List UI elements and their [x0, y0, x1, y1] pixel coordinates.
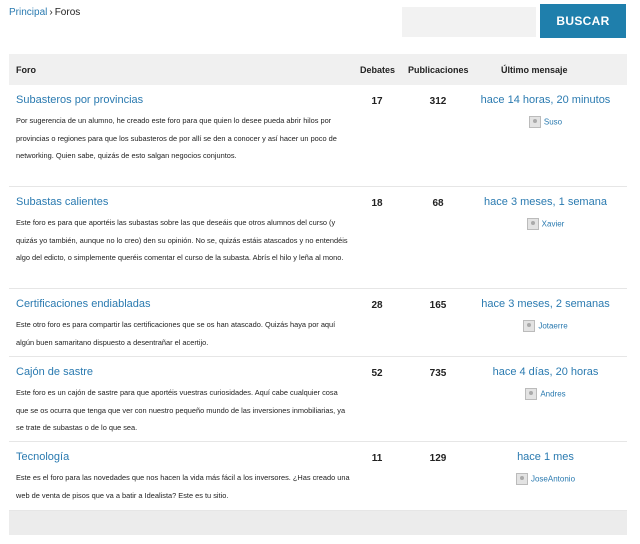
breadcrumb-separator: › [49, 7, 53, 18]
forum-title-link[interactable]: Tecnología [16, 451, 70, 463]
table-header [9, 54, 627, 85]
posts-count: 68 [432, 198, 444, 209]
last-author[interactable] [464, 473, 627, 485]
forum-description: Este es el foro para las novedades que nos hacen la vida más fácil a los inversores. ¿Has creado una web de venta de pisos que va a batir a Idealista? Este es tu sitio. [16, 473, 350, 500]
posts-count: 735 [429, 368, 447, 379]
debates-count: 18 [371, 198, 383, 209]
last-message-link[interactable]: hace 4 días, 20 horas [492, 366, 599, 378]
forum-description: Este foro es para que aportéis las subastas sobre las que deseáis que otros alumnos del curso (y quizás yo también, aunque no lo creo) den su opinión. No se, quizás estáis atascados y no entendéis algo del edicto, o simplemente queréis comentar el curso de la subasta. Abrís el hilo y leña al mono. [16, 218, 348, 262]
last-author[interactable] [464, 116, 627, 128]
search-button[interactable]: BUSCAR [540, 4, 626, 38]
debates-count: 11 [371, 453, 383, 464]
author-name[interactable]: Andres [540, 389, 566, 399]
avatar-icon [527, 218, 539, 230]
last-author[interactable] [464, 218, 627, 230]
top-bar [0, 0, 640, 46]
forum-table [9, 54, 627, 535]
posts-count: 312 [429, 96, 447, 107]
posts-count: 129 [429, 453, 447, 464]
header-last-message: Último mensaje [501, 65, 568, 75]
breadcrumb-current: Foros [54, 7, 81, 18]
author-name[interactable]: Xavier [541, 219, 565, 229]
forum-title-link[interactable]: Certificaciones endiabladas [16, 298, 151, 310]
table-row [9, 357, 627, 442]
debates-count: 52 [371, 368, 383, 379]
table-row [9, 187, 627, 289]
search-input[interactable] [402, 7, 536, 37]
table-row [9, 442, 627, 511]
author-name[interactable]: Jotaerre [538, 321, 568, 331]
last-message-link[interactable]: hace 1 mes [517, 451, 574, 463]
avatar-icon [523, 320, 535, 332]
forum-description: Por sugerencia de un alumno, he creado este foro para que quien lo desee pueda abrir hilos por provincias o regiones para que los subasteros de por allí se den a conocer y así hacer un poco de networking. Quien sabe, quizás de esto salgan negocios conjuntos. [16, 116, 337, 160]
posts-count: 165 [429, 300, 447, 311]
avatar-icon [516, 473, 528, 485]
avatar-icon [525, 388, 537, 400]
last-author[interactable] [464, 320, 627, 332]
table-row [9, 85, 627, 187]
forum-description: Este otro foro es para compartir las certificaciones que se os han atascado. Quizás haya por aquí algún buen samaritano dispuesto a desentrañar el acertijo. [16, 320, 336, 347]
forum-title-link[interactable]: Subasteros por provincias [16, 94, 144, 106]
last-message-link[interactable]: hace 14 horas, 20 minutos [480, 94, 611, 106]
table-footer [9, 511, 627, 535]
forum-title-link[interactable]: Subastas calientes [16, 196, 109, 208]
debates-count: 17 [371, 96, 383, 107]
header-debates: Debates [360, 65, 396, 75]
table-row [9, 289, 627, 357]
debates-count: 28 [371, 300, 383, 311]
breadcrumb-home-link[interactable]: Principal [9, 7, 48, 18]
forum-description: Este foro es un cajón de sastre para que aportéis vuestras curiosidades. Aquí cabe cualquier cosa que se os ocurra que tenga que ver con nuestro pequeño mundo de las inversiones inmobiliarias, ya se trate de subastas o de lo que sea. [16, 388, 346, 432]
last-message-link[interactable]: hace 3 meses, 2 semanas [481, 298, 610, 310]
avatar-icon [529, 116, 541, 128]
header-forum: Foro [16, 65, 36, 75]
author-name[interactable]: Suso [543, 117, 563, 127]
author-name[interactable]: JoseAntonio [530, 474, 576, 484]
last-message-link[interactable]: hace 3 meses, 1 semana [484, 196, 607, 208]
breadcrumb [9, 7, 80, 18]
forum-title-link[interactable]: Cajón de sastre [16, 366, 94, 378]
header-posts: Publicaciones [408, 65, 469, 75]
last-author[interactable] [464, 388, 627, 400]
